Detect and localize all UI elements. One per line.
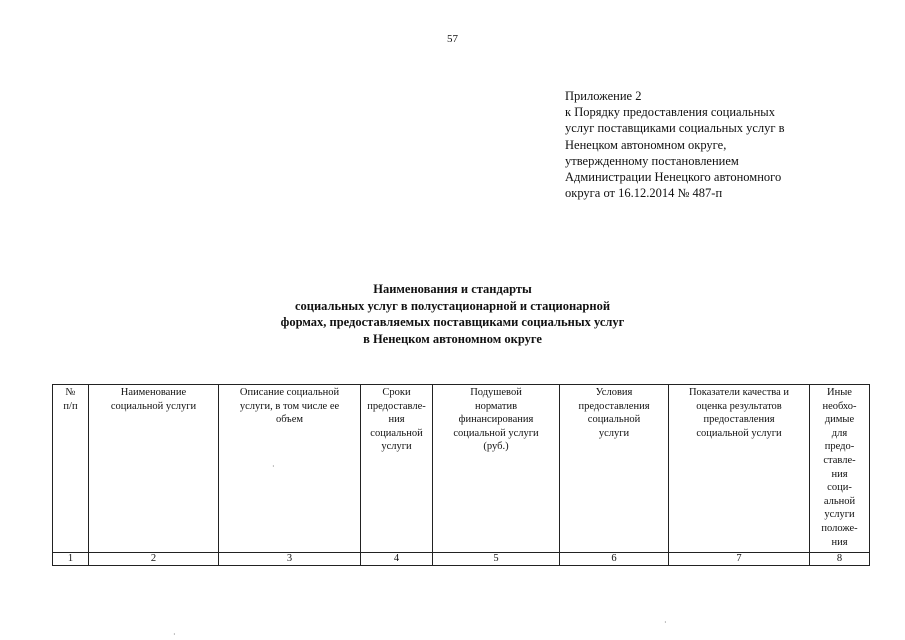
appendix-line: Администрации Ненецкого автономного: [565, 170, 782, 185]
appendix-line: к Порядку предоставления социальных: [565, 105, 775, 120]
column-number-row: [53, 553, 870, 566]
appendix-line: Ненецком автономном округе,: [565, 137, 727, 152]
column-number-cell: 6: [560, 553, 669, 566]
column-number-cell: 3: [219, 553, 361, 566]
title-line: в Ненецком автономном округе: [363, 331, 542, 346]
appendix-line: услуг поставщиками социальных услуг в: [565, 121, 785, 136]
header-cell-service-name: Наименование социальной услуги: [89, 385, 219, 553]
title-line: социальных услуг в полустационарной и стационарной: [294, 298, 611, 313]
services-table: [52, 384, 870, 566]
appendix-line: Приложение 2: [565, 89, 642, 103]
column-number-cell: 1: [53, 553, 89, 566]
scan-speck: ·: [272, 462, 275, 471]
column-number-cell: 4: [361, 553, 433, 566]
document-title: [0, 281, 905, 347]
header-cell-quality: Показатели качества и оценка результатов предоставления социальной услуги: [669, 385, 810, 553]
title-line: формах, предоставляемых поставщиками социальных услуг: [280, 315, 625, 330]
title-line: Наименования и стандарты: [373, 282, 532, 296]
column-number-cell: 2: [89, 553, 219, 566]
services-table-container: [52, 384, 869, 566]
page-number: 57: [447, 33, 458, 45]
header-cell-conditions: Условия предоставления социальной услуги: [560, 385, 669, 553]
header-cell-other: Иные необхо- димые для предо- ставле- ния соци- альной услуги положе- ния: [810, 385, 870, 553]
appendix-note: [565, 88, 865, 201]
header-cell-number: № п/п: [53, 385, 89, 553]
scan-speck: ·: [664, 618, 667, 627]
header-cell-financing: Подушевой норматив финансирования социальной услуги (руб.): [433, 385, 560, 553]
scan-speck: ·: [173, 630, 176, 639]
header-row: [53, 385, 870, 553]
header-cell-terms: Сроки предоставле- ния социальной услуги: [361, 385, 433, 553]
column-number-cell: 5: [433, 553, 560, 566]
header-cell-description: Описание социальной услуги, в том числе ее объем: [219, 385, 361, 553]
column-number-cell: 8: [810, 553, 870, 566]
appendix-line: утвержденному постановлением: [565, 153, 739, 168]
column-number-cell: 7: [669, 553, 810, 566]
appendix-line: округа от 16.12.2014 № 487-п: [565, 186, 723, 201]
